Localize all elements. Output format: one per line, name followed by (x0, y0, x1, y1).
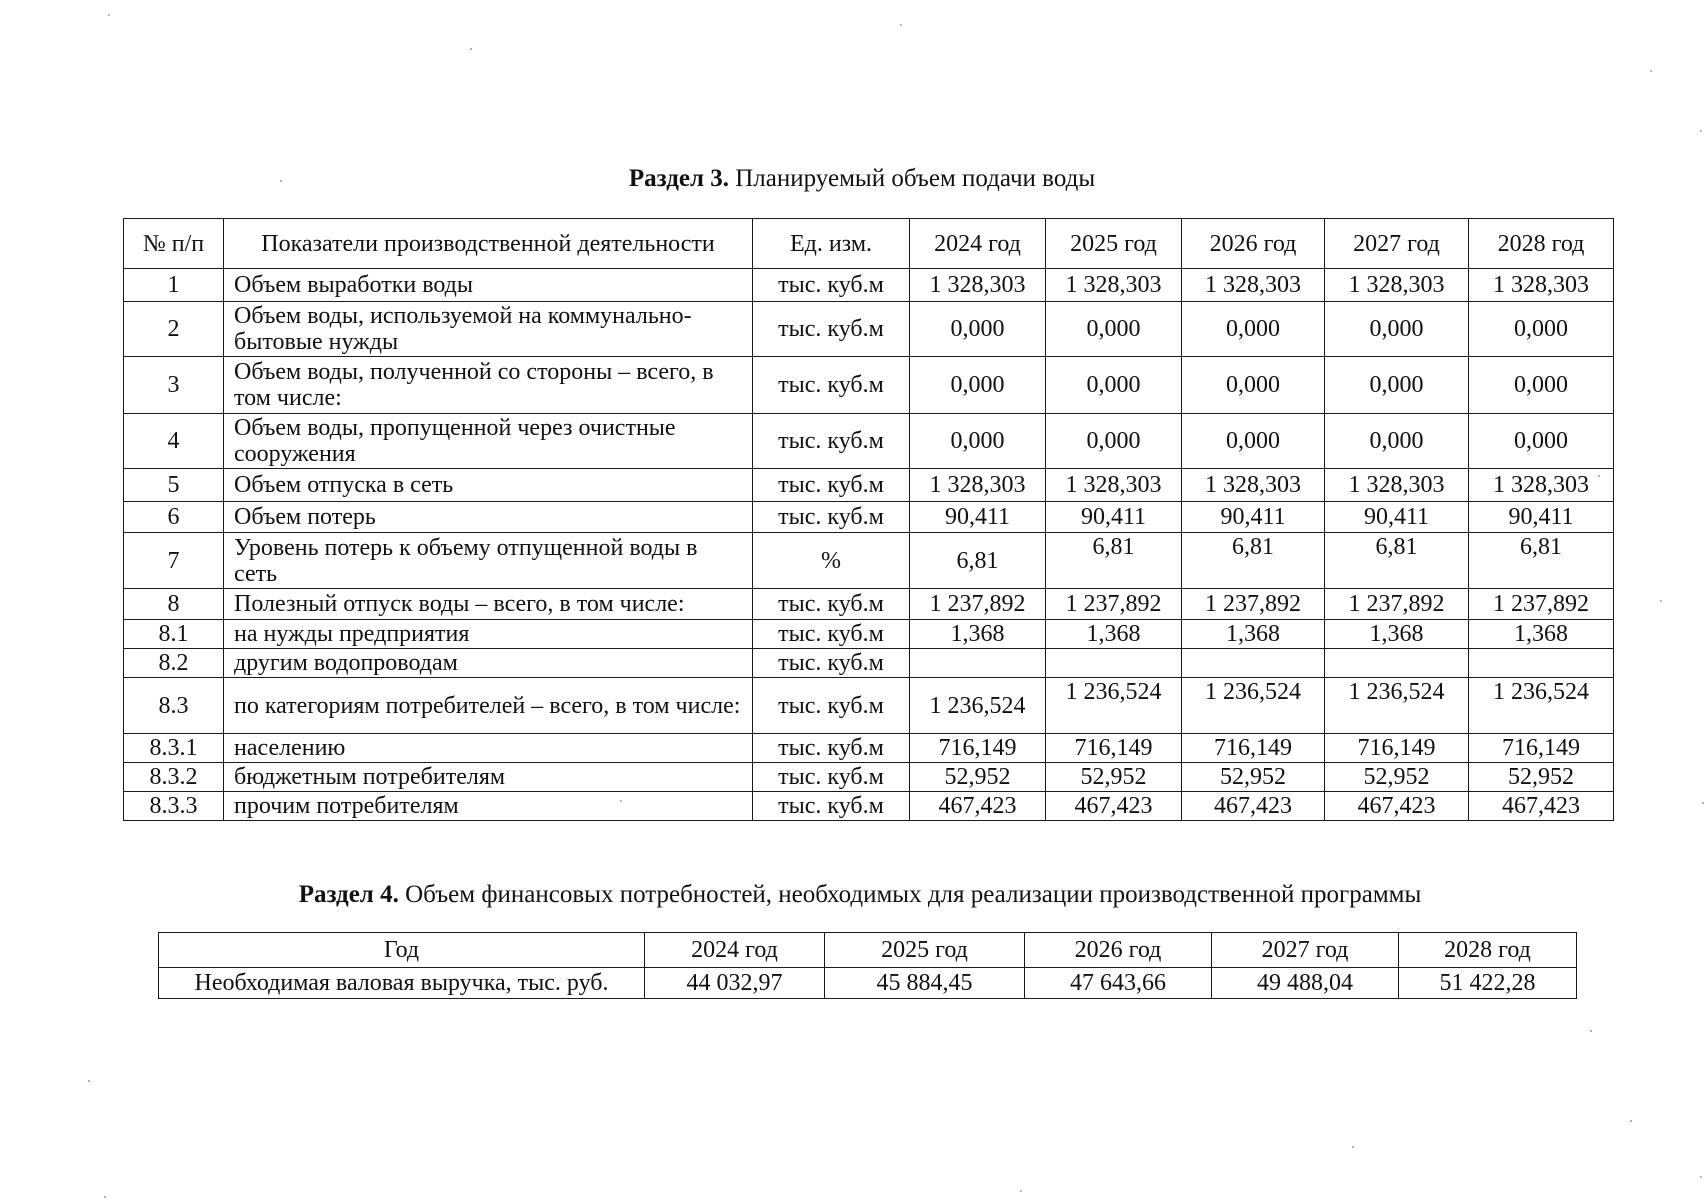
cell-2028: 1 328,303 (1469, 269, 1614, 302)
cell-2027: 90,411 (1325, 502, 1469, 533)
row-num: 4 (124, 414, 224, 469)
cell-2026: 1 237,892 (1182, 589, 1325, 620)
cell-2025: 6,81 (1046, 533, 1182, 589)
cell-2027: 1 328,303 (1325, 469, 1469, 502)
section-4-label: Раздел 4. (298, 881, 399, 908)
cell-2026: 6,81 (1182, 533, 1325, 589)
row-indicator: бюджетным потребителям (224, 763, 753, 792)
cell-2024: 1 328,303 (910, 269, 1046, 302)
cell-2027: 0,000 (1325, 357, 1469, 414)
row-indicator: по категориям потребителей – всего, в том числе: (224, 678, 753, 734)
cell-2027: 1 237,892 (1325, 589, 1469, 620)
cell-2026: 0,000 (1182, 357, 1325, 414)
scan-speck (88, 1080, 90, 1082)
header-2027: 2027 год (1325, 219, 1469, 269)
row-unit: тыс. куб.м (753, 469, 910, 502)
cell-2025: 1,368 (1046, 620, 1182, 649)
row-num: 6 (124, 502, 224, 533)
cell-2027: 467,423 (1325, 792, 1469, 821)
cell-2026: 90,411 (1182, 502, 1325, 533)
scan-speck (1650, 70, 1652, 72)
row-num: 5 (124, 469, 224, 502)
cell-2024: 1,368 (910, 620, 1046, 649)
scan-speck (1352, 1146, 1354, 1148)
cell-2026: 1 328,303 (1182, 469, 1325, 502)
row-indicator: Объем воды, пропущенной через очистные сооружения (224, 414, 753, 469)
scan-speck (1598, 475, 1600, 477)
cell-2024: 1 328,303 (910, 469, 1046, 502)
cell-2025: 1 236,524 (1046, 678, 1182, 734)
cell-2028 (1469, 649, 1614, 678)
cell-2028: 1 236,524 (1469, 678, 1614, 734)
row-unit: тыс. куб.м (753, 302, 910, 357)
cell-2026 (1182, 649, 1325, 678)
cell-2027: 1,368 (1325, 620, 1469, 649)
row-indicator: прочим потребителям (224, 792, 753, 821)
cell-2026: 1 328,303 (1182, 269, 1325, 302)
row-unit: тыс. куб.м (753, 357, 910, 414)
section-4-title: Объем финансовых потребностей, необходимых для реализации производственной программы (405, 881, 1422, 908)
cell-2024: 44 032,97 (645, 968, 825, 999)
cell-2025: 1 328,303 (1046, 469, 1182, 502)
header-2025: 2025 год (1046, 219, 1182, 269)
cell-2027: 1 236,524 (1325, 678, 1469, 734)
cell-2024: 90,411 (910, 502, 1046, 533)
cell-2028: 0,000 (1469, 414, 1614, 469)
scan-speck (1700, 130, 1702, 132)
scan-speck (1590, 1030, 1592, 1032)
row-unit: тыс. куб.м (753, 678, 910, 734)
cell-2028: 90,411 (1469, 502, 1614, 533)
cell-2026: 52,952 (1182, 763, 1325, 792)
cell-2028: 0,000 (1469, 357, 1614, 414)
table-row (124, 414, 1614, 469)
row-indicator: на нужды предприятия (224, 620, 753, 649)
row-unit: тыс. куб.м (753, 620, 910, 649)
cell-2028: 467,423 (1469, 792, 1614, 821)
header-2026: 2026 год (1025, 933, 1212, 968)
water-supply-table (123, 218, 1614, 821)
row-num: 7 (124, 533, 224, 589)
cell-2026: 1 236,524 (1182, 678, 1325, 734)
row-indicator: Объем воды, полученной со стороны – всего, в том числе: (224, 357, 753, 414)
row-num: 8.3 (124, 678, 224, 734)
cell-2025: 1 328,303 (1046, 269, 1182, 302)
cell-2026: 47 643,66 (1025, 968, 1212, 999)
scan-speck (280, 180, 282, 182)
cell-2026: 1,368 (1182, 620, 1325, 649)
cell-2026: 0,000 (1182, 414, 1325, 469)
cell-2027: 1 328,303 (1325, 269, 1469, 302)
header-2025: 2025 год (825, 933, 1025, 968)
table-row (124, 763, 1614, 792)
header-year: Год (159, 933, 645, 968)
cell-2027: 52,952 (1325, 763, 1469, 792)
table-row (159, 968, 1577, 999)
scan-speck (470, 48, 472, 50)
cell-2028: 6,81 (1469, 533, 1614, 589)
cell-2027: 0,000 (1325, 302, 1469, 357)
section-3-heading (10, 164, 1704, 194)
cell-2025: 90,411 (1046, 502, 1182, 533)
cell-2024 (910, 649, 1046, 678)
header-2028: 2028 год (1469, 219, 1614, 269)
row-indicator: Уровень потерь к объему отпущенной воды в сеть (224, 533, 753, 589)
cell-2025: 0,000 (1046, 357, 1182, 414)
cell-2025: 1 237,892 (1046, 589, 1182, 620)
row-indicator: Объем выработки воды (224, 269, 753, 302)
table-row (124, 469, 1614, 502)
row-num: 8.3.2 (124, 763, 224, 792)
table-row (124, 502, 1614, 533)
scan-speck (1630, 1120, 1632, 1122)
section-3-label: Раздел 3. (628, 165, 729, 192)
scan-speck (1020, 1190, 1022, 1192)
row-indicator: Необходимая валовая выручка, тыс. руб. (159, 968, 645, 999)
header-num: № п/п (124, 219, 224, 269)
cell-2028: 1,368 (1469, 620, 1614, 649)
cell-2024: 716,149 (910, 734, 1046, 763)
scan-speck (1700, 1176, 1702, 1178)
cell-2024: 0,000 (910, 302, 1046, 357)
cell-2027: 6,81 (1325, 533, 1469, 589)
header-2024: 2024 год (645, 933, 825, 968)
cell-2025 (1046, 649, 1182, 678)
scan-speck (620, 800, 622, 802)
row-indicator: Объем потерь (224, 502, 753, 533)
cell-2027: 0,000 (1325, 414, 1469, 469)
row-num: 8.3.1 (124, 734, 224, 763)
table-row (124, 269, 1614, 302)
row-indicator: населению (224, 734, 753, 763)
table-row (124, 620, 1614, 649)
header-2024: 2024 год (910, 219, 1046, 269)
cell-2024: 6,81 (910, 533, 1046, 589)
row-num: 8.2 (124, 649, 224, 678)
cell-2028: 1 237,892 (1469, 589, 1614, 620)
cell-2028: 0,000 (1469, 302, 1614, 357)
cell-2026: 467,423 (1182, 792, 1325, 821)
row-unit: тыс. куб.м (753, 589, 910, 620)
cell-2025: 467,423 (1046, 792, 1182, 821)
cell-2027 (1325, 649, 1469, 678)
row-unit: тыс. куб.м (753, 734, 910, 763)
row-num: 8 (124, 589, 224, 620)
cell-2024: 1 237,892 (910, 589, 1046, 620)
row-num: 2 (124, 302, 224, 357)
header-2027: 2027 год (1212, 933, 1399, 968)
table-row (124, 734, 1614, 763)
row-indicator: Объем воды, используемой на коммунально-бытовые нужды (224, 302, 753, 357)
header-unit: Ед. изм. (753, 219, 910, 269)
cell-2027: 716,149 (1325, 734, 1469, 763)
row-num: 1 (124, 269, 224, 302)
scan-speck (104, 1196, 106, 1198)
row-unit: тыс. куб.м (753, 792, 910, 821)
row-num: 8.1 (124, 620, 224, 649)
table-header-row (124, 219, 1614, 269)
table-row (124, 792, 1614, 821)
cell-2026: 0,000 (1182, 302, 1325, 357)
header-2028: 2028 год (1399, 933, 1577, 968)
row-unit: тыс. куб.м (753, 763, 910, 792)
table-row (124, 302, 1614, 357)
header-indicator: Показатели производственной деятельности (224, 219, 753, 269)
cell-2028: 716,149 (1469, 734, 1614, 763)
cell-2024: 52,952 (910, 763, 1046, 792)
financial-needs-table (158, 932, 1577, 999)
cell-2025: 45 884,45 (825, 968, 1025, 999)
row-unit: тыс. куб.м (753, 414, 910, 469)
scan-speck (900, 24, 902, 26)
cell-2025: 0,000 (1046, 414, 1182, 469)
row-num: 3 (124, 357, 224, 414)
table-row (124, 649, 1614, 678)
row-indicator: другим водопроводам (224, 649, 753, 678)
cell-2025: 52,952 (1046, 763, 1182, 792)
scan-speck (108, 14, 110, 16)
cell-2028: 1 328,303 (1469, 469, 1614, 502)
scan-speck (1660, 600, 1662, 602)
row-unit: тыс. куб.м (753, 649, 910, 678)
table-row (124, 589, 1614, 620)
row-unit: тыс. куб.м (753, 502, 910, 533)
cell-2028: 51 422,28 (1399, 968, 1577, 999)
row-num: 8.3.3 (124, 792, 224, 821)
row-unit: % (753, 533, 910, 589)
table-row (124, 533, 1614, 589)
row-unit: тыс. куб.м (753, 269, 910, 302)
cell-2028: 52,952 (1469, 763, 1614, 792)
section-4-heading (8, 880, 1704, 910)
cell-2027: 49 488,04 (1212, 968, 1399, 999)
header-2026: 2026 год (1182, 219, 1325, 269)
table-row (124, 678, 1614, 734)
section-3-title: Планируемый объем подачи воды (735, 165, 1096, 192)
cell-2024: 467,423 (910, 792, 1046, 821)
cell-2025: 716,149 (1046, 734, 1182, 763)
cell-2024: 0,000 (910, 357, 1046, 414)
cell-2025: 0,000 (1046, 302, 1182, 357)
cell-2024: 1 236,524 (910, 678, 1046, 734)
row-indicator: Объем отпуска в сеть (224, 469, 753, 502)
cell-2024: 0,000 (910, 414, 1046, 469)
row-indicator: Полезный отпуск воды – всего, в том числе: (224, 589, 753, 620)
table-row (124, 357, 1614, 414)
table-header-row (159, 933, 1577, 968)
cell-2026: 716,149 (1182, 734, 1325, 763)
